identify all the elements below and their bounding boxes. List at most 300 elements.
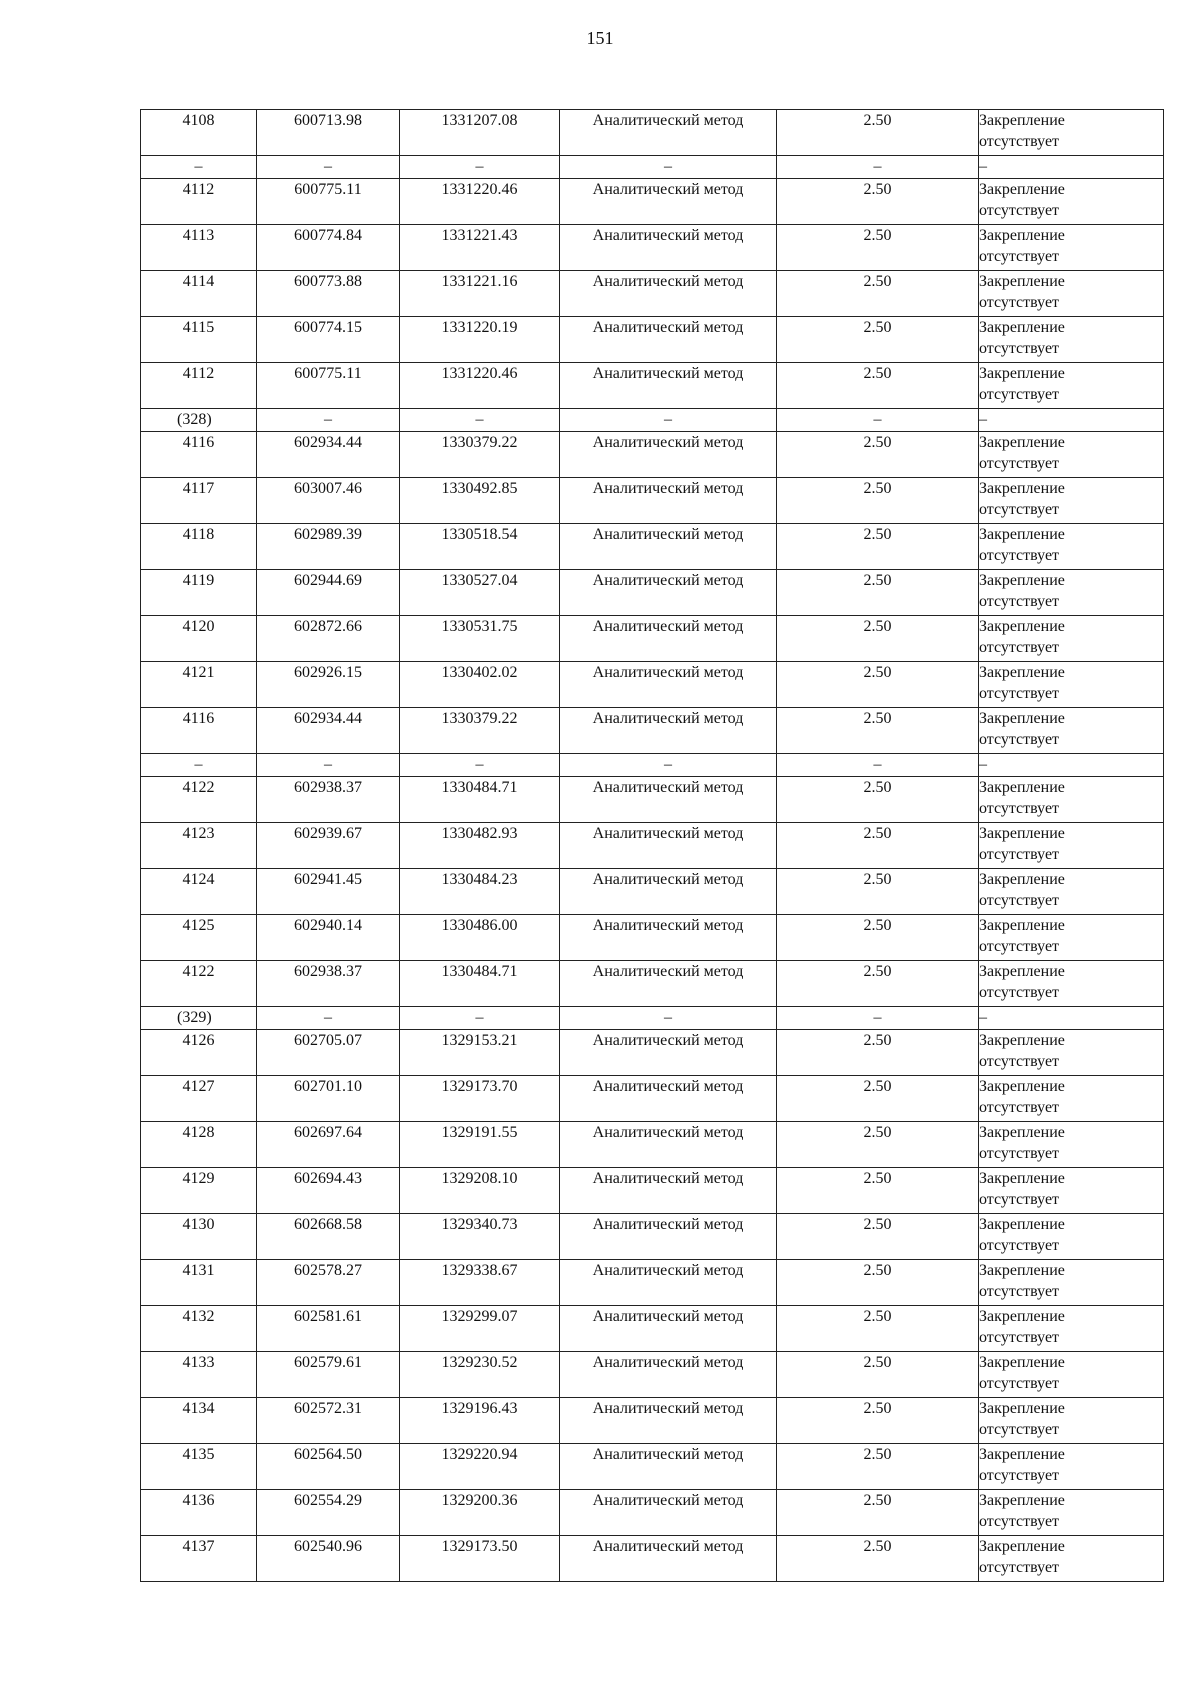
method-cell: Аналитический метод: [560, 1536, 777, 1582]
fixing-line: отсутствует: [979, 386, 1060, 403]
x-coordinate-cell: 602581.61: [257, 1306, 400, 1352]
accuracy-cell: 2.50: [777, 225, 979, 271]
accuracy-cell: 2.50: [777, 478, 979, 524]
fixing-cell: [979, 156, 1164, 179]
fixing-cell: [979, 1398, 1164, 1444]
table-row: [141, 225, 1164, 271]
y-coordinate-cell: 1331221.43: [400, 225, 560, 271]
x-coordinate-cell: 602934.44: [257, 432, 400, 478]
x-coordinate-cell: 603007.46: [257, 478, 400, 524]
y-coordinate-cell: –: [400, 156, 560, 179]
table-row: [141, 708, 1164, 754]
point-number-cell: 4125: [141, 915, 257, 961]
y-coordinate-cell: 1330379.22: [400, 708, 560, 754]
x-coordinate-cell: 602578.27: [257, 1260, 400, 1306]
fixing-cell: [979, 363, 1164, 409]
table-row: [141, 1214, 1164, 1260]
fixing-cell: [979, 915, 1164, 961]
point-number-cell: (328): [141, 409, 257, 432]
fixing-cell: [979, 1260, 1164, 1306]
y-coordinate-cell: 1330379.22: [400, 432, 560, 478]
point-number-cell: 4117: [141, 478, 257, 524]
method-cell: Аналитический метод: [560, 1398, 777, 1444]
method-cell: Аналитический метод: [560, 1076, 777, 1122]
accuracy-cell: 2.50: [777, 179, 979, 225]
fixing-cell: [979, 1168, 1164, 1214]
y-coordinate-cell: 1329338.67: [400, 1260, 560, 1306]
table-row: [141, 915, 1164, 961]
fixing-line: отсутствует: [979, 639, 1060, 656]
fixing-cell: [979, 409, 1164, 432]
table-body: [141, 110, 1164, 1582]
method-cell: Аналитический метод: [560, 1030, 777, 1076]
x-coordinate-cell: 602989.39: [257, 524, 400, 570]
fixing-cell: [979, 524, 1164, 570]
point-number-cell: 4112: [141, 363, 257, 409]
accuracy-cell: 2.50: [777, 1260, 979, 1306]
fixing-line: Закрепление: [979, 825, 1065, 842]
y-coordinate-cell: 1331221.16: [400, 271, 560, 317]
point-number-cell: 4116: [141, 432, 257, 478]
accuracy-cell: 2.50: [777, 317, 979, 363]
method-cell: Аналитический метод: [560, 1168, 777, 1214]
fixing-cell: [979, 708, 1164, 754]
fixing-line: отсутствует: [979, 1237, 1060, 1254]
method-cell: Аналитический метод: [560, 708, 777, 754]
accuracy-cell: 2.50: [777, 915, 979, 961]
y-coordinate-cell: 1329208.10: [400, 1168, 560, 1214]
fixing-cell: [979, 1490, 1164, 1536]
point-number-cell: 4122: [141, 777, 257, 823]
table-row: [141, 179, 1164, 225]
method-cell: Аналитический метод: [560, 317, 777, 363]
coordinates-table: [140, 109, 1164, 1582]
y-coordinate-cell: 1329340.73: [400, 1214, 560, 1260]
fixing-line: Закрепление: [979, 181, 1065, 198]
y-coordinate-cell: 1330482.93: [400, 823, 560, 869]
method-cell: Аналитический метод: [560, 1490, 777, 1536]
y-coordinate-cell: 1329173.70: [400, 1076, 560, 1122]
method-cell: Аналитический метод: [560, 432, 777, 478]
fixing-line: Закрепление: [979, 1216, 1065, 1233]
fixing-line: –: [979, 1009, 987, 1026]
x-coordinate-cell: 600774.84: [257, 225, 400, 271]
x-coordinate-cell: 602872.66: [257, 616, 400, 662]
point-number-cell: 4130: [141, 1214, 257, 1260]
fixing-line: Закрепление: [979, 871, 1065, 888]
method-cell: –: [560, 754, 777, 777]
fixing-line: Закрепление: [979, 365, 1065, 382]
fixing-line: Закрепление: [979, 1400, 1065, 1417]
separator-row: [141, 1007, 1164, 1030]
x-coordinate-cell: 602939.67: [257, 823, 400, 869]
point-number-cell: 4119: [141, 570, 257, 616]
x-coordinate-cell: 602940.14: [257, 915, 400, 961]
x-coordinate-cell: 602564.50: [257, 1444, 400, 1490]
point-number-cell: 4113: [141, 225, 257, 271]
fixing-cell: [979, 1030, 1164, 1076]
fixing-line: отсутствует: [979, 800, 1060, 817]
table-row: [141, 432, 1164, 478]
y-coordinate-cell: 1331220.19: [400, 317, 560, 363]
x-coordinate-cell: 602701.10: [257, 1076, 400, 1122]
fixing-line: отсутствует: [979, 593, 1060, 610]
method-cell: Аналитический метод: [560, 363, 777, 409]
accuracy-cell: 2.50: [777, 524, 979, 570]
accuracy-cell: 2.50: [777, 1030, 979, 1076]
accuracy-cell: 2.50: [777, 432, 979, 478]
fixing-line: отсутствует: [979, 685, 1060, 702]
table-row: [141, 570, 1164, 616]
y-coordinate-cell: 1329153.21: [400, 1030, 560, 1076]
method-cell: Аналитический метод: [560, 1122, 777, 1168]
method-cell: Аналитический метод: [560, 662, 777, 708]
fixing-line: Закрепление: [979, 1032, 1065, 1049]
accuracy-cell: –: [777, 754, 979, 777]
x-coordinate-cell: 602540.96: [257, 1536, 400, 1582]
y-coordinate-cell: 1330486.00: [400, 915, 560, 961]
method-cell: –: [560, 1007, 777, 1030]
fixing-cell: [979, 432, 1164, 478]
y-coordinate-cell: 1331220.46: [400, 179, 560, 225]
point-number-cell: 4134: [141, 1398, 257, 1444]
method-cell: Аналитический метод: [560, 616, 777, 662]
point-number-cell: 4118: [141, 524, 257, 570]
table-row: [141, 524, 1164, 570]
fixing-line: Закрепление: [979, 480, 1065, 497]
fixing-cell: [979, 754, 1164, 777]
fixing-line: отсутствует: [979, 1283, 1060, 1300]
accuracy-cell: 2.50: [777, 777, 979, 823]
accuracy-cell: 2.50: [777, 1076, 979, 1122]
accuracy-cell: 2.50: [777, 570, 979, 616]
fixing-line: отсутствует: [979, 1053, 1060, 1070]
y-coordinate-cell: 1329191.55: [400, 1122, 560, 1168]
x-coordinate-cell: 602938.37: [257, 961, 400, 1007]
fixing-line: Закрепление: [979, 917, 1065, 934]
fixing-cell: [979, 1214, 1164, 1260]
fixing-line: Закрепление: [979, 1446, 1065, 1463]
fixing-cell: [979, 1076, 1164, 1122]
fixing-line: отсутствует: [979, 1559, 1060, 1576]
accuracy-cell: 2.50: [777, 662, 979, 708]
table-row: [141, 363, 1164, 409]
fixing-cell: [979, 1444, 1164, 1490]
fixing-line: Закрепление: [979, 227, 1065, 244]
x-coordinate-cell: –: [257, 156, 400, 179]
point-number-cell: 4108: [141, 110, 257, 156]
accuracy-cell: 2.50: [777, 869, 979, 915]
accuracy-cell: 2.50: [777, 271, 979, 317]
point-number-cell: –: [141, 156, 257, 179]
method-cell: Аналитический метод: [560, 961, 777, 1007]
y-coordinate-cell: 1330402.02: [400, 662, 560, 708]
fixing-line: Закрепление: [979, 664, 1065, 681]
fixing-cell: [979, 1007, 1164, 1030]
method-cell: Аналитический метод: [560, 777, 777, 823]
table-row: [141, 1030, 1164, 1076]
accuracy-cell: 2.50: [777, 363, 979, 409]
accuracy-cell: 2.50: [777, 961, 979, 1007]
y-coordinate-cell: 1329299.07: [400, 1306, 560, 1352]
method-cell: –: [560, 409, 777, 432]
fixing-cell: [979, 570, 1164, 616]
fixing-cell: [979, 616, 1164, 662]
method-cell: Аналитический метод: [560, 1444, 777, 1490]
table-row: [141, 1490, 1164, 1536]
fixing-line: Закрепление: [979, 963, 1065, 980]
x-coordinate-cell: 602926.15: [257, 662, 400, 708]
fixing-line: отсутствует: [979, 294, 1060, 311]
accuracy-cell: 2.50: [777, 110, 979, 156]
fixing-line: отсутствует: [979, 731, 1060, 748]
x-coordinate-cell: 600713.98: [257, 110, 400, 156]
y-coordinate-cell: 1330527.04: [400, 570, 560, 616]
accuracy-cell: 2.50: [777, 1122, 979, 1168]
point-number-cell: –: [141, 754, 257, 777]
point-number-cell: 4120: [141, 616, 257, 662]
method-cell: Аналитический метод: [560, 1306, 777, 1352]
method-cell: Аналитический метод: [560, 524, 777, 570]
method-cell: Аналитический метод: [560, 225, 777, 271]
accuracy-cell: 2.50: [777, 1398, 979, 1444]
table-row: [141, 1306, 1164, 1352]
fixing-line: Закрепление: [979, 1078, 1065, 1095]
fixing-line: отсутствует: [979, 501, 1060, 518]
table-row: [141, 1168, 1164, 1214]
fixing-line: Закрепление: [979, 319, 1065, 336]
point-number-cell: 4126: [141, 1030, 257, 1076]
x-coordinate-cell: 602705.07: [257, 1030, 400, 1076]
fixing-line: отсутствует: [979, 1145, 1060, 1162]
fixing-cell: [979, 1536, 1164, 1582]
table-row: [141, 1076, 1164, 1122]
fixing-line: Закрепление: [979, 273, 1065, 290]
fixing-cell: [979, 1352, 1164, 1398]
fixing-line: отсутствует: [979, 1191, 1060, 1208]
y-coordinate-cell: 1329220.94: [400, 1444, 560, 1490]
point-number-cell: 4116: [141, 708, 257, 754]
separator-row: [141, 409, 1164, 432]
fixing-line: Закрепление: [979, 1538, 1065, 1555]
method-cell: Аналитический метод: [560, 179, 777, 225]
fixing-cell: [979, 1306, 1164, 1352]
x-coordinate-cell: 602572.31: [257, 1398, 400, 1444]
method-cell: Аналитический метод: [560, 110, 777, 156]
point-number-cell: 4129: [141, 1168, 257, 1214]
fixing-cell: [979, 110, 1164, 156]
x-coordinate-cell: –: [257, 1007, 400, 1030]
x-coordinate-cell: 602941.45: [257, 869, 400, 915]
fixing-line: отсутствует: [979, 938, 1060, 955]
y-coordinate-cell: 1329230.52: [400, 1352, 560, 1398]
accuracy-cell: 2.50: [777, 1490, 979, 1536]
method-cell: –: [560, 156, 777, 179]
point-number-cell: 4123: [141, 823, 257, 869]
method-cell: Аналитический метод: [560, 869, 777, 915]
fixing-line: отсутствует: [979, 340, 1060, 357]
y-coordinate-cell: 1330484.23: [400, 869, 560, 915]
fixing-cell: [979, 1122, 1164, 1168]
accuracy-cell: 2.50: [777, 1306, 979, 1352]
accuracy-cell: 2.50: [777, 823, 979, 869]
point-number-cell: 4133: [141, 1352, 257, 1398]
x-coordinate-cell: –: [257, 754, 400, 777]
point-number-cell: 4137: [141, 1536, 257, 1582]
table-row: [141, 1122, 1164, 1168]
y-coordinate-cell: 1329173.50: [400, 1536, 560, 1582]
fixing-line: отсутствует: [979, 1467, 1060, 1484]
x-coordinate-cell: 602697.64: [257, 1122, 400, 1168]
method-cell: Аналитический метод: [560, 1214, 777, 1260]
fixing-line: Закрепление: [979, 1354, 1065, 1371]
fixing-cell: [979, 225, 1164, 271]
table-row: [141, 823, 1164, 869]
fixing-line: Закрепление: [979, 572, 1065, 589]
fixing-cell: [979, 317, 1164, 363]
accuracy-cell: 2.50: [777, 616, 979, 662]
y-coordinate-cell: 1331220.46: [400, 363, 560, 409]
fixing-cell: [979, 179, 1164, 225]
y-coordinate-cell: 1331207.08: [400, 110, 560, 156]
accuracy-cell: 2.50: [777, 1352, 979, 1398]
fixing-line: отсутствует: [979, 248, 1060, 265]
fixing-cell: [979, 823, 1164, 869]
table-row: [141, 616, 1164, 662]
accuracy-cell: 2.50: [777, 1168, 979, 1214]
fixing-line: Закрепление: [979, 618, 1065, 635]
table-row: [141, 961, 1164, 1007]
table-row: [141, 1398, 1164, 1444]
table-row: [141, 271, 1164, 317]
x-coordinate-cell: 602668.58: [257, 1214, 400, 1260]
y-coordinate-cell: 1329196.43: [400, 1398, 560, 1444]
y-coordinate-cell: 1330484.71: [400, 961, 560, 1007]
x-coordinate-cell: 602579.61: [257, 1352, 400, 1398]
method-cell: Аналитический метод: [560, 271, 777, 317]
fixing-line: –: [979, 756, 987, 773]
point-number-cell: 4124: [141, 869, 257, 915]
table-row: [141, 1352, 1164, 1398]
y-coordinate-cell: –: [400, 1007, 560, 1030]
page-number: 151: [586, 28, 614, 48]
table-row: [141, 110, 1164, 156]
fixing-line: Закрепление: [979, 434, 1065, 451]
fixing-cell: [979, 271, 1164, 317]
y-coordinate-cell: 1329200.36: [400, 1490, 560, 1536]
point-number-cell: 4135: [141, 1444, 257, 1490]
x-coordinate-cell: –: [257, 409, 400, 432]
accuracy-cell: –: [777, 409, 979, 432]
fixing-line: отсутствует: [979, 892, 1060, 909]
point-number-cell: 4128: [141, 1122, 257, 1168]
y-coordinate-cell: –: [400, 409, 560, 432]
x-coordinate-cell: 602554.29: [257, 1490, 400, 1536]
fixing-line: Закрепление: [979, 779, 1065, 796]
x-coordinate-cell: 600773.88: [257, 271, 400, 317]
separator-row: [141, 754, 1164, 777]
x-coordinate-cell: 602938.37: [257, 777, 400, 823]
method-cell: Аналитический метод: [560, 1260, 777, 1306]
y-coordinate-cell: 1330492.85: [400, 478, 560, 524]
fixing-line: Закрепление: [979, 1124, 1065, 1141]
fixing-cell: [979, 961, 1164, 1007]
fixing-line: Закрепление: [979, 1262, 1065, 1279]
point-number-cell: 4115: [141, 317, 257, 363]
method-cell: Аналитический метод: [560, 478, 777, 524]
fixing-line: отсутствует: [979, 984, 1060, 1001]
x-coordinate-cell: 600774.15: [257, 317, 400, 363]
table-row: [141, 478, 1164, 524]
table-row: [141, 869, 1164, 915]
fixing-line: Закрепление: [979, 1492, 1065, 1509]
fixing-line: отсутствует: [979, 455, 1060, 472]
fixing-cell: [979, 777, 1164, 823]
method-cell: Аналитический метод: [560, 823, 777, 869]
method-cell: Аналитический метод: [560, 1352, 777, 1398]
fixing-cell: [979, 478, 1164, 524]
fixing-line: Закрепление: [979, 1308, 1065, 1325]
table-row: [141, 1444, 1164, 1490]
point-number-cell: 4136: [141, 1490, 257, 1536]
x-coordinate-cell: 600775.11: [257, 179, 400, 225]
accuracy-cell: 2.50: [777, 1214, 979, 1260]
fixing-line: Закрепление: [979, 710, 1065, 727]
point-number-cell: 4127: [141, 1076, 257, 1122]
table-row: [141, 1260, 1164, 1306]
y-coordinate-cell: 1330484.71: [400, 777, 560, 823]
fixing-line: отсутствует: [979, 1375, 1060, 1392]
point-number-cell: 4114: [141, 271, 257, 317]
x-coordinate-cell: 602694.43: [257, 1168, 400, 1214]
y-coordinate-cell: 1330531.75: [400, 616, 560, 662]
separator-row: [141, 156, 1164, 179]
point-number-cell: 4132: [141, 1306, 257, 1352]
point-number-cell: (329): [141, 1007, 257, 1030]
accuracy-cell: 2.50: [777, 708, 979, 754]
fixing-cell: [979, 662, 1164, 708]
method-cell: Аналитический метод: [560, 915, 777, 961]
fixing-line: отсутствует: [979, 133, 1060, 150]
fixing-line: Закрепление: [979, 526, 1065, 543]
fixing-line: –: [979, 411, 987, 428]
point-number-cell: 4121: [141, 662, 257, 708]
method-cell: Аналитический метод: [560, 570, 777, 616]
point-number-cell: 4112: [141, 179, 257, 225]
x-coordinate-cell: 600775.11: [257, 363, 400, 409]
fixing-line: Закрепление: [979, 1170, 1065, 1187]
fixing-line: Закрепление: [979, 112, 1065, 129]
fixing-line: отсутствует: [979, 547, 1060, 564]
x-coordinate-cell: 602944.69: [257, 570, 400, 616]
table-row: [141, 662, 1164, 708]
fixing-line: –: [979, 158, 987, 175]
fixing-line: отсутствует: [979, 1329, 1060, 1346]
table-row: [141, 777, 1164, 823]
fixing-line: отсутствует: [979, 846, 1060, 863]
accuracy-cell: –: [777, 1007, 979, 1030]
fixing-line: отсутствует: [979, 1099, 1060, 1116]
fixing-line: отсутствует: [979, 202, 1060, 219]
point-number-cell: 4122: [141, 961, 257, 1007]
x-coordinate-cell: 602934.44: [257, 708, 400, 754]
point-number-cell: 4131: [141, 1260, 257, 1306]
accuracy-cell: –: [777, 156, 979, 179]
table-row: [141, 1536, 1164, 1582]
table-row: [141, 317, 1164, 363]
fixing-line: отсутствует: [979, 1513, 1060, 1530]
fixing-line: отсутствует: [979, 1421, 1060, 1438]
